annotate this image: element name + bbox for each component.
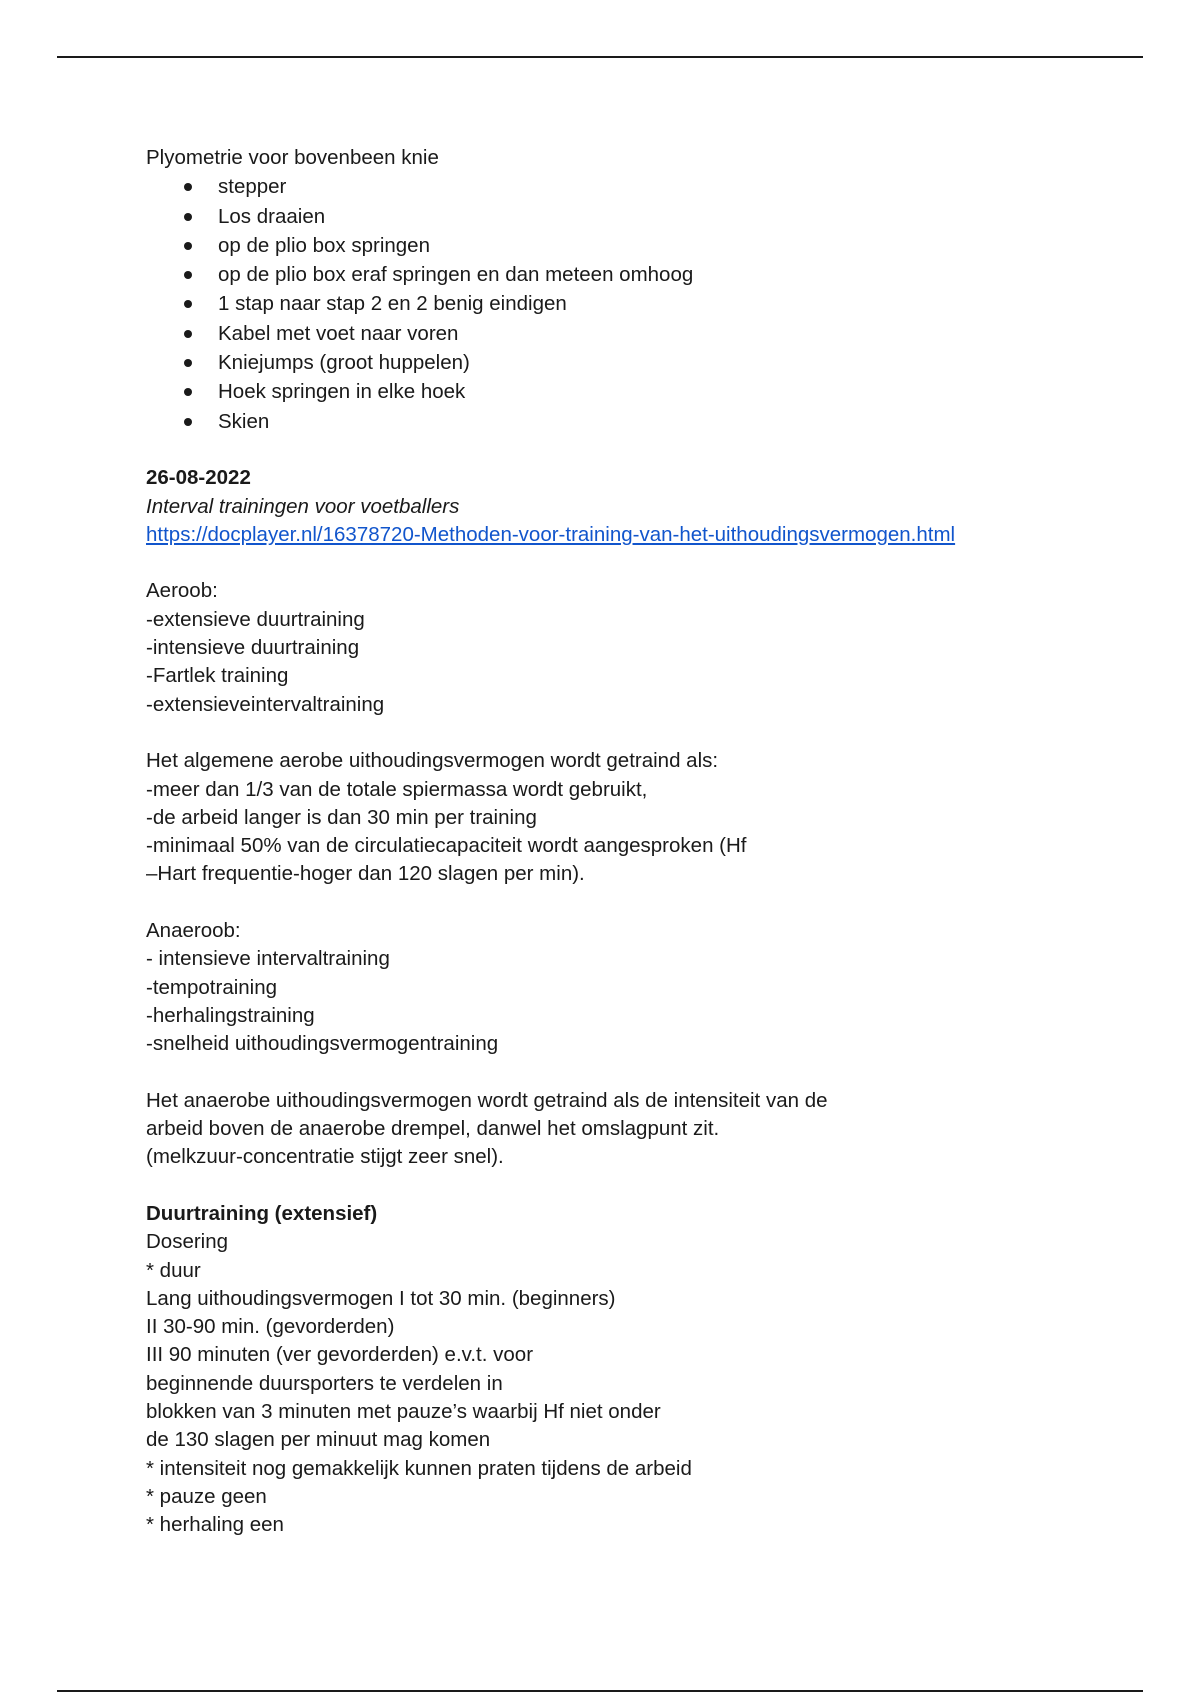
aeroob-text-line: -meer dan 1/3 van de totale spiermassa wordt gebruikt, <box>146 777 648 801</box>
duurtraining-line: * intensiteit nog gemakkelijk kunnen praten tijdens de arbeid <box>146 1456 692 1480</box>
list-item: Kabel met voet naar voren <box>146 319 1066 348</box>
bullet-icon <box>184 330 192 338</box>
bullet-icon <box>184 242 192 250</box>
document-body <box>146 144 1066 1540</box>
aeroob-text-line: –Hart frequentie-hoger dan 120 slagen per min). <box>146 862 585 886</box>
bottom-rule <box>57 1690 1143 1692</box>
top-rule <box>57 56 1143 58</box>
duurtraining-line: beginnende duursporters te verdelen in <box>146 1371 503 1395</box>
duurtraining-line: de 130 slagen per minuut mag komen <box>146 1428 491 1452</box>
plyometrie-list <box>146 172 1066 436</box>
list-item: Kniejumps (groot huppelen) <box>146 348 1066 377</box>
duurtraining-line: Dosering <box>146 1230 229 1254</box>
plyometrie-heading: Plyometrie voor bovenbeen knie <box>146 146 439 169</box>
spacer <box>146 436 1066 464</box>
list-item: 1 stap naar stap 2 en 2 benig eindigen <box>146 289 1066 318</box>
list-item: stepper <box>146 172 1066 201</box>
duurtraining-line: II 30-90 min. (gevorderden) <box>146 1315 395 1339</box>
aeroob-line: -intensieve duurtraining <box>146 636 360 660</box>
aeroob-text-line: Het algemene aerobe uithoudingsvermogen wordt getraind als: <box>146 749 719 773</box>
duurtraining-line: Lang uithoudingsvermogen I tot 30 min. (beginners) <box>146 1286 616 1310</box>
date-heading: 26-08-2022 <box>146 466 251 490</box>
bullet-icon <box>184 359 192 367</box>
anaeroob-text-line: arbeid boven de anaerobe drempel, danwel het omslagpunt zit. <box>146 1117 720 1141</box>
bullet-icon <box>184 183 192 191</box>
anaeroob-heading: Anaeroob: <box>146 919 241 943</box>
aeroob-heading: Aeroob: <box>146 579 218 603</box>
aeroob-text-line: -minimaal 50% van de circulatiecapaciteit wordt aangesproken (Hf <box>146 834 747 858</box>
anaeroob-line: -herhalingstraining <box>146 1003 315 1027</box>
bullet-icon <box>184 388 192 396</box>
anaeroob-text-line: (melkzuur-concentratie stijgt zeer snel). <box>146 1145 504 1169</box>
duurtraining-line: III 90 minuten (ver gevorderden) e.v.t. voor <box>146 1343 534 1367</box>
anaeroob-line: - intensieve intervaltraining <box>146 947 390 971</box>
list-item: op de plio box eraf springen en dan meteen omhoog <box>146 260 1066 289</box>
section-subtitle: Interval trainingen voor voetballers <box>146 494 460 518</box>
bullet-icon <box>184 271 192 279</box>
duurtraining-line: blokken van 3 minuten met pauze’s waarbij Hf niet onder <box>146 1400 661 1424</box>
aeroob-line: -extensieveintervaltraining <box>146 692 385 716</box>
spacer <box>146 1059 1066 1087</box>
list-item: op de plio box springen <box>146 231 1066 260</box>
anaeroob-line: -tempotraining <box>146 975 278 999</box>
aeroob-line: -extensieve duurtraining <box>146 607 365 631</box>
spacer <box>146 549 1066 577</box>
spacer <box>146 889 1066 917</box>
list-item: Los draaien <box>146 202 1066 231</box>
duurtraining-line: * duur <box>146 1258 201 1282</box>
anaeroob-line: -snelheid uithoudingsvermogentraining <box>146 1032 499 1056</box>
bullet-icon <box>184 213 192 221</box>
aeroob-line: -Fartlek training <box>146 664 289 688</box>
duurtraining-heading: Duurtraining (extensief) <box>146 1201 378 1225</box>
bullet-icon <box>184 418 192 426</box>
aeroob-text-line: -de arbeid langer is dan 30 min per training <box>146 805 537 829</box>
anaeroob-text-line: Het anaerobe uithoudingsvermogen wordt getraind als de intensiteit van de <box>146 1088 828 1112</box>
bullet-icon <box>184 300 192 308</box>
spacer <box>146 719 1066 747</box>
spacer <box>146 1172 1066 1200</box>
list-item: Hoek springen in elke hoek <box>146 377 1066 406</box>
duurtraining-line: * herhaling een <box>146 1513 284 1537</box>
duurtraining-line: * pauze geen <box>146 1484 267 1508</box>
docplayer-link[interactable]: https://docplayer.nl/16378720-Methoden-voor-training-van-het-uithoudingsvermogen.html <box>146 522 956 546</box>
list-item: Skien <box>146 407 1066 436</box>
